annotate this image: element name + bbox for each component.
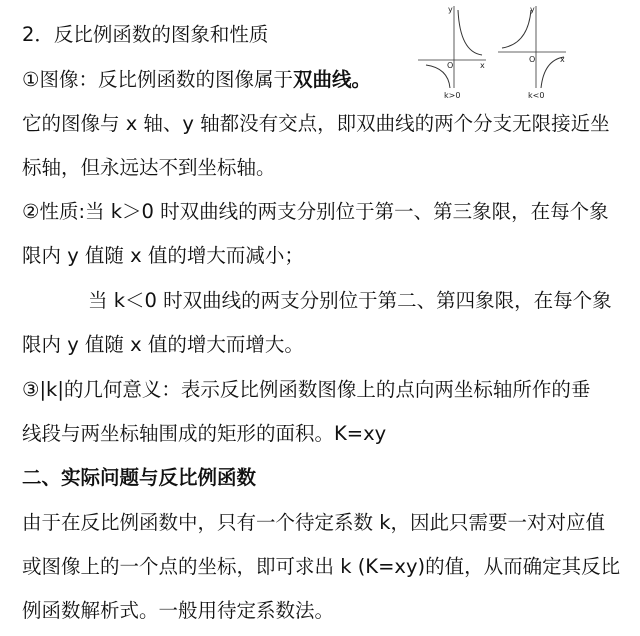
item-2-line-4: 限内 y 值随 x 值的增大而增大。 (22, 333, 304, 356)
section-2-heading: 2．反比例函数的图象和性质 (22, 23, 269, 46)
item-3-line-1: ③|k|的几何意义：表示反比例函数图像上的点向两坐标轴所作的垂 (22, 378, 591, 401)
left-x-label: x (480, 61, 485, 70)
hyperbola-figures (418, 2, 568, 102)
right-y-label: y (530, 5, 535, 14)
left-y-label: y (448, 5, 453, 14)
left-caption: k>0 (444, 91, 461, 100)
item-2-line-1: ②性质:当 k＞0 时双曲线的两支分别位于第一、第三象限，在每个象 (22, 200, 609, 223)
item-1-prefix: ①图像：反比例函数的图像属于 (22, 68, 293, 91)
right-caption: k<0 (528, 91, 545, 100)
right-x-label: x (560, 55, 565, 64)
item-3-line-2: 线段与两坐标轴围成的矩形的面积。K=xy (22, 422, 387, 445)
item-1-bold-term: 双曲线。 (292, 68, 371, 91)
hyperbola-graph-k-negative (498, 5, 566, 100)
section-two-line-3: 例函数解析式。一般用待定系数法。 (22, 599, 335, 622)
left-origin-label: O (447, 61, 454, 70)
item-2-line-3: 当 k＜0 时双曲线的两支分别位于第二、第四象限，在每个象 (88, 289, 612, 312)
section-two-line-2: 或图像上的一个点的坐标，即可求出 k (K=xy)的值，从而确定其反比 (22, 555, 621, 578)
section-two-heading: 二、实际问题与反比例函数 (22, 466, 257, 489)
hyperbola-graph-k-positive (418, 5, 486, 100)
item-1-line-2: 它的图像与 x 轴、y 轴都没有交点，即双曲线的两个分支无限接近坐 (22, 112, 610, 135)
section-two-line-1: 由于在反比例函数中，只有一个待定系数 k，因此只需要一对对应值 (22, 511, 605, 534)
item-1-line-3: 标轴，但永远达不到坐标轴。 (22, 156, 276, 179)
right-origin-label: O (529, 55, 536, 64)
item-2-line-2: 限内 y 值随 x 值的增大而减小； (22, 244, 304, 267)
item-1-line-1 (22, 67, 371, 93)
